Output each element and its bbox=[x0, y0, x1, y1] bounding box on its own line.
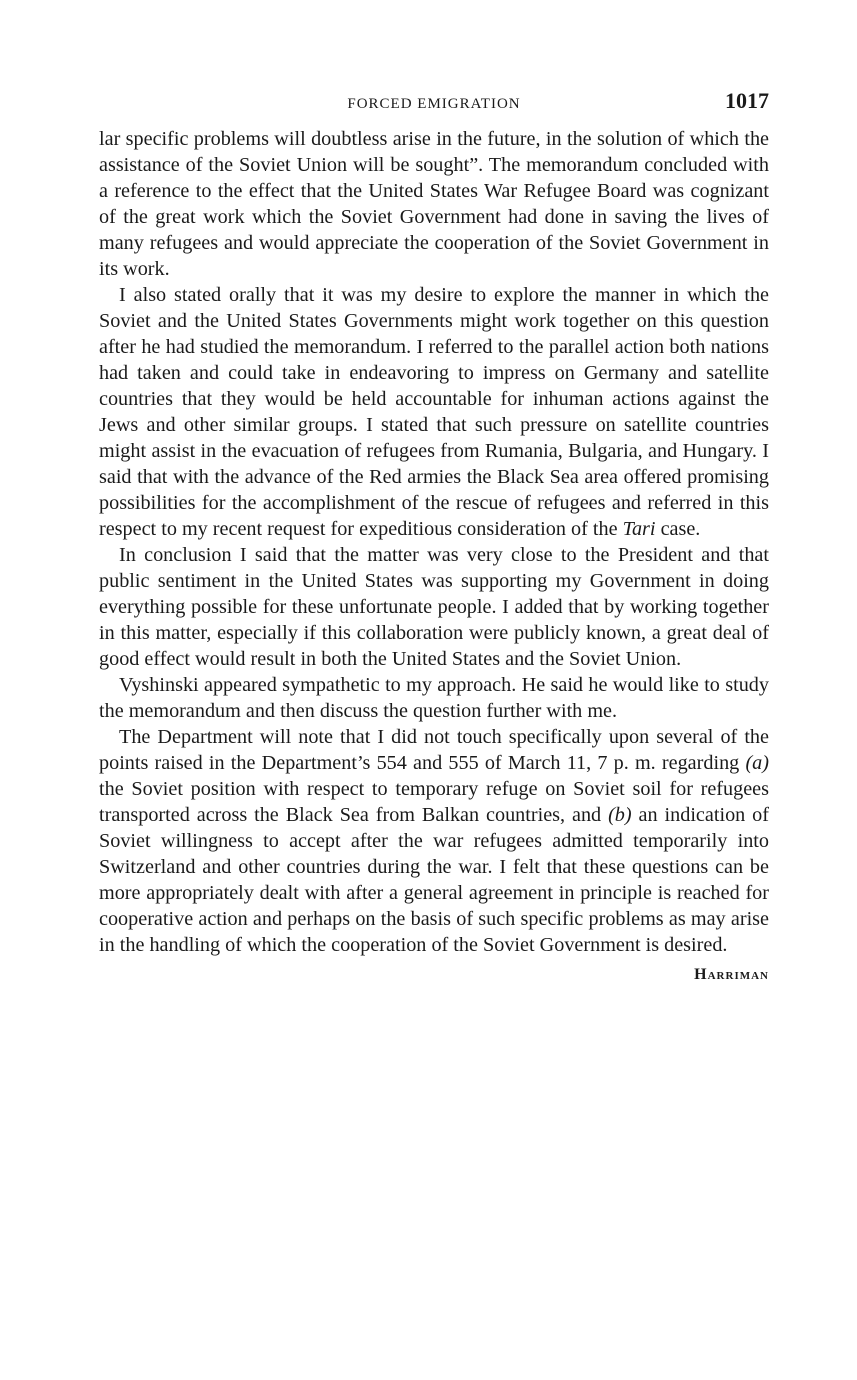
paragraph-3 bbox=[99, 542, 769, 672]
paragraph-3-text: In conclusion I said that the matter was very close to the President and that public sentiment in the United States was supporting my Government in doing everything possible for these unfortunate people. I added that by working together in this matter, especially if this collaboration were publicly known, a great deal of good effect would result in both the United States and the Soviet Union. bbox=[99, 544, 769, 670]
paragraph-5-part-2: the Soviet position with respect to temporary refuge on Soviet soil for refugees transported across the Black Sea from Balkan countries, and bbox=[99, 778, 769, 826]
body-text bbox=[99, 126, 769, 958]
paragraph-2-text: I also stated orally that it was my desire to explore the manner in which the Soviet and the United States Governments might work together on this question after he had studied the memorandum. I referred to the parallel action both nations had taken and could take in endeavoring to impress on Germany and satellite countries that they would be held accountable for inhuman actions against the Jews and other similar groups. I stated that such pressure on satellite countries might assist in the evacuation of refugees from Rumania, Bulgaria, and Hungary. I said that with the advance of the Red armies the Black Sea area offered promising possibilities for the accomplishment of the rescue of refugees and referred in this respect to my recent request for expeditious consideration of the bbox=[99, 284, 769, 540]
paragraph-5-part-1: The Department will note that I did not touch specifically upon several of the points raised in the Department’s 554 and 555 of March 11, 7 p. m. regarding bbox=[99, 726, 769, 774]
paragraph-4 bbox=[99, 672, 769, 724]
running-head bbox=[99, 88, 769, 122]
paragraph-1 bbox=[99, 126, 769, 282]
paragraph-5 bbox=[99, 724, 769, 958]
page-number: 1017 bbox=[725, 88, 769, 113]
item-label-b: (b) bbox=[608, 804, 632, 826]
running-title: FORCED EMIGRATION bbox=[347, 96, 521, 112]
paragraph-4-text: Vyshinski appeared sympathetic to my approach. He said he would like to study the memorandum and then discuss the question further with me. bbox=[99, 674, 769, 722]
paragraph-2-tail: case. bbox=[660, 518, 701, 540]
paragraph-5-part-3: an indication of Soviet willingness to accept after the war refugees admitted temporarily into Switzerland and other countries during the war. I felt that these questions can be more appropriately dealt with after a general agreement in principle is reached for cooperative action and perhaps on the basis of such specific problems as may arise in the handling of which the cooperation of the Soviet Government is desired. bbox=[99, 804, 769, 956]
paragraph-2 bbox=[99, 282, 769, 542]
item-label-a: (a) bbox=[745, 752, 769, 774]
paragraph-1-text: lar specific problems will doubtless arise in the future, in the solution of which the assistance of the Soviet Union will be sought”. The memorandum concluded with a reference to the effect that the United States War Refugee Board was cognizant of the great work which the Soviet Government had done in saving the lives of many refugees and would appreciate the cooperation of the Soviet Government in its work. bbox=[99, 128, 769, 280]
signature: Harriman bbox=[694, 966, 769, 983]
ship-name: Tari bbox=[622, 518, 656, 540]
document-page bbox=[99, 88, 769, 984]
